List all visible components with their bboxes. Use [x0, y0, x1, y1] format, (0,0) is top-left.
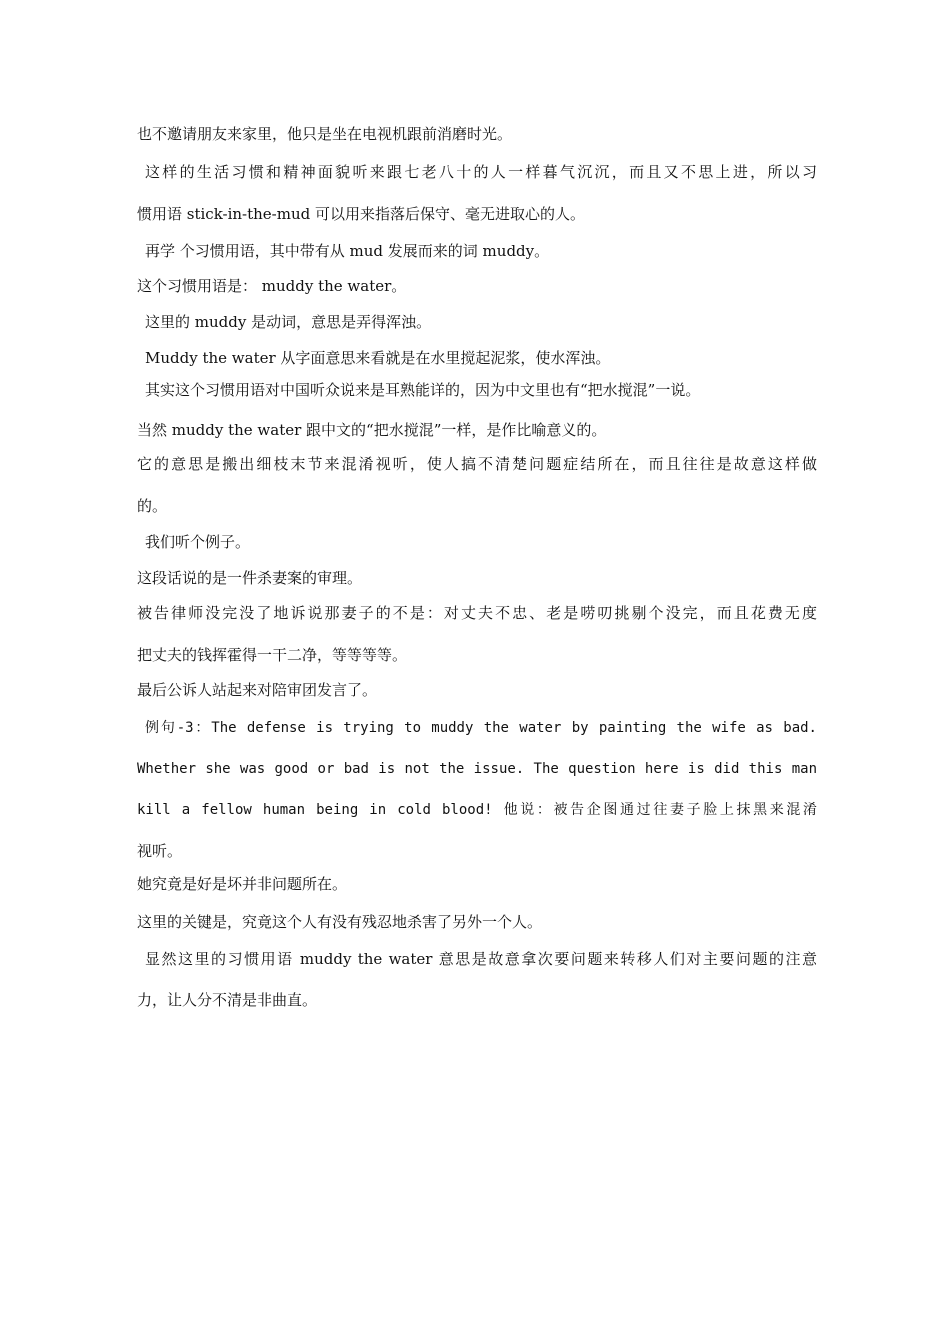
paragraph-line: 这里的 muddy 是动词，意思是弄得浑浊。 [145, 313, 432, 331]
paragraph-line: 这个习惯用语是： muddy the water。 [137, 277, 407, 295]
paragraph-line: 我们听个例子。 [145, 533, 251, 551]
paragraph-line: 这样的生活习惯和精神面貌听来跟七老八十的人一样暮气沉沉，而且又不思上进，所以习 [145, 163, 817, 181]
example-sentence-line: Whether she was good or bad is not the issue. The question here is did this man [137, 761, 817, 777]
paragraph-line: 也不邀请朋友来家里，他只是坐在电视机跟前消磨时光。 [137, 125, 513, 143]
paragraph-line: 惯用语 stick-in-the-mud 可以用来指落后保守、毫无进取心的人。 [137, 205, 586, 223]
paragraph-line: 被告律师没完没了地诉说那妻子的不是：对丈夫不忠、老是唠叨挑剔个没完，而且花费无度 [137, 604, 817, 622]
paragraph-line: 她究竟是好是坏并非问题所在。 [137, 875, 348, 893]
example-sentence-line: kill a fellow human being in cold blood! 他说：被告企图通过往妻子脸上抹黑来混淆 [137, 802, 817, 818]
paragraph-line: 把丈夫的钱挥霍得一干二净，等等等等。 [137, 646, 408, 664]
paragraph-line: Muddy the water 从字面意思来看就是在水里搅起泥浆，使水浑浊。 [145, 349, 611, 367]
paragraph-line: 视听。 [137, 842, 183, 860]
paragraph-line: 它的意思是搬出细枝末节来混淆视听，使人搞不清楚问题症结所在，而且往往是故意这样做 [137, 455, 817, 473]
paragraph-line: 最后公诉人站起来对陪审团发言了。 [137, 681, 378, 699]
paragraph-line: 力，让人分不清是非曲直。 [137, 991, 318, 1009]
paragraph-line: 这段话说的是一件杀妻案的审理。 [137, 569, 363, 587]
example-sentence-line: 例句-3：The defense is trying to muddy the water by painting the wife as bad. [145, 720, 817, 736]
paragraph-line: 再学 个习惯用语，其中带有从 mud 发展而来的词 muddy。 [145, 242, 550, 260]
paragraph-line: 这里的关键是，究竟这个人有没有残忍地杀害了另外一个人。 [137, 913, 543, 931]
paragraph-line: 其实这个习惯用语对中国听众说来是耳熟能详的，因为中文里也有“把水搅混”一说。 [145, 381, 701, 399]
paragraph-line: 显然这里的习惯用语 muddy the water 意思是故意拿次要问题来转移人们对主要问题的注意 [145, 950, 817, 968]
paragraph-line: 的。 [137, 497, 168, 515]
paragraph-line: 当然 muddy the water 跟中文的“把水搅混”一样，是作比喻意义的。 [137, 421, 607, 439]
